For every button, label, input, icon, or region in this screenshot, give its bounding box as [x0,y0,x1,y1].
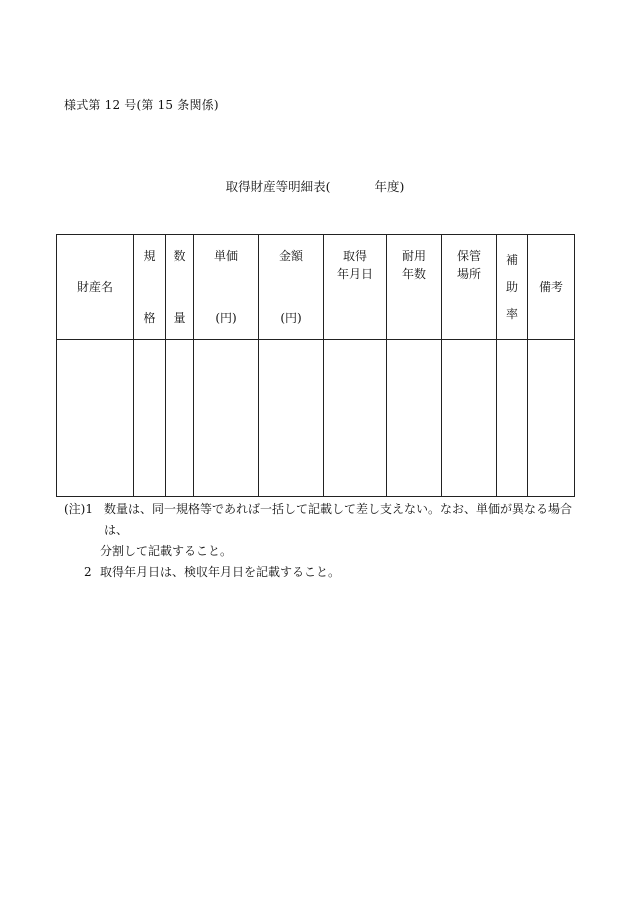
note-1 [64,499,584,541]
note-2-text: 取得年月日は、検収年月日を記載すること。 [100,565,341,579]
title-prefix: 取得財産等明細表( [225,179,331,194]
header-subsidy-rate: 補 助 率 [497,235,528,340]
cell-storage-location[interactable] [442,340,497,497]
cell-quantity[interactable] [166,340,194,497]
header-remarks: 備考 [528,235,575,340]
header-acquisition-date: 取得 年月日 [324,235,387,340]
document-title [0,177,630,195]
header-asset-name: 財産名 [57,235,134,340]
note-1-prefix: (注)1 [64,502,93,516]
table-row [57,340,575,497]
header-unit-price: 単価 (円) [194,235,259,340]
table-header-row [57,235,575,340]
cell-asset-name[interactable] [57,340,134,497]
note-1-text: 数量は、同一規格等であれば一括して記載して差し支えない。なお、単価が異なる場合は、 [104,502,573,537]
note-1-continuation: 分割して記載すること。 [100,544,233,558]
note-2 [64,562,584,583]
form-number-label: 様式第 12 号(第 15 条関係) [64,98,219,112]
header-specification: 規 格 [134,235,166,340]
cell-unit-price[interactable] [194,340,259,497]
header-useful-life: 耐用 年数 [387,235,442,340]
header-quantity: 数 量 [166,235,194,340]
asset-details-table [56,234,575,497]
cell-useful-life[interactable] [387,340,442,497]
title-suffix: 年度) [374,179,405,194]
cell-subsidy-rate[interactable] [497,340,528,497]
notes-section [64,499,584,583]
cell-acquisition-date[interactable] [324,340,387,497]
cell-specification[interactable] [134,340,166,497]
cell-amount[interactable] [259,340,324,497]
cell-remarks[interactable] [528,340,575,497]
note-2-prefix: 2 [84,565,92,579]
header-amount: 金額 (円) [259,235,324,340]
header-storage-location: 保管 場所 [442,235,497,340]
